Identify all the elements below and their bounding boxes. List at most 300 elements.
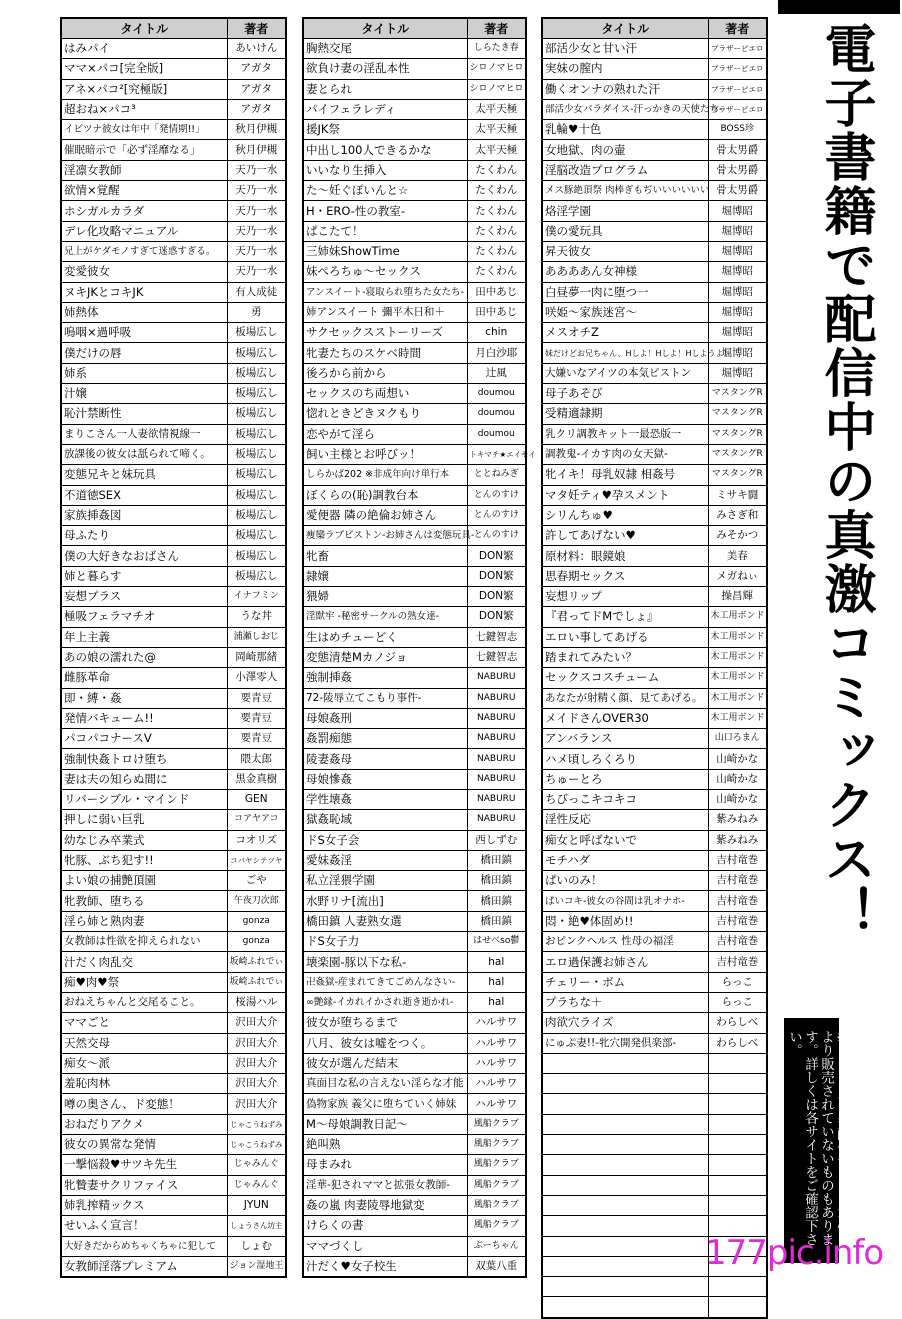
- book-title: 咲姫～家族迷宮～: [542, 302, 708, 322]
- headline: 電子書籍で配信中の真激コミックス！: [815, 22, 875, 940]
- author-name: 秋月伊槻: [227, 120, 286, 140]
- author-name: 辻風: [467, 363, 526, 383]
- book-title: 淫華-犯されママと拡張女教師-: [303, 1175, 467, 1195]
- table-row: [61, 546, 286, 566]
- table-row: [303, 282, 526, 302]
- table-row: [542, 587, 767, 607]
- author-name: NABURU: [467, 810, 526, 830]
- table-row: [542, 1074, 767, 1094]
- author-name: doumou: [467, 384, 526, 404]
- author-name: [708, 1135, 767, 1155]
- book-title: 偽物家族 義父に堕ちていく姉妹: [303, 1094, 467, 1114]
- table-row: [61, 1175, 286, 1195]
- author-name: じゃみんぐ: [227, 1175, 286, 1195]
- table-row: [303, 891, 526, 911]
- book-title: 淫ら姉と熟肉妻: [61, 911, 227, 931]
- book-title: 妹ぺろちゅ～セックス: [303, 262, 467, 282]
- book-title: 働くオンナの熟れた汗: [542, 79, 708, 99]
- table-row: [61, 587, 286, 607]
- author-name: 堀博昭: [708, 282, 767, 302]
- author-name: 骨太男爵: [708, 181, 767, 201]
- table-row: [303, 952, 526, 972]
- author-name: 板場広し: [227, 505, 286, 525]
- book-title: 母子あそび: [542, 384, 708, 404]
- table-row: [61, 668, 286, 688]
- book-title: 姉乳搾精ックス: [61, 1195, 227, 1215]
- author-name: 要青豆: [227, 708, 286, 728]
- author-name: 風船クラブ: [467, 1175, 526, 1195]
- table-row: [542, 566, 767, 586]
- author-name: コオリズ: [227, 830, 286, 850]
- author-name: らっこ: [708, 972, 767, 992]
- book-title: エロ過保護お姉さん: [542, 952, 708, 972]
- author-name: 木工用ボンド: [708, 668, 767, 688]
- table-row: [303, 1256, 526, 1277]
- table-row: [303, 39, 526, 59]
- author-name: ブラザーピエロ: [708, 59, 767, 79]
- table-row: [61, 99, 286, 119]
- table-row: [61, 424, 286, 444]
- book-title: リバーシブル・マインド: [61, 789, 227, 809]
- table-row: [61, 241, 286, 261]
- book-title: 後ろから前から: [303, 363, 467, 383]
- author-name: 双葉八重: [467, 1256, 526, 1277]
- table-row: [542, 952, 767, 972]
- table-row: [542, 424, 767, 444]
- book-title: メス豚絶頂祭 肉棒ぎもぢいいいいいい: [542, 181, 708, 201]
- table-row: [542, 668, 767, 688]
- author-name: 風船クラブ: [467, 1135, 526, 1155]
- author-name: たくわん: [467, 181, 526, 201]
- table-row: [61, 769, 286, 789]
- author-name: ごや: [227, 871, 286, 891]
- author-name: 堀博昭: [708, 241, 767, 261]
- table-row: [61, 1216, 286, 1236]
- author-name: hal: [467, 992, 526, 1012]
- table-row: [542, 160, 767, 180]
- book-title: 乳輪♥十色: [542, 120, 708, 140]
- book-title: おねだりアクメ: [61, 1114, 227, 1134]
- author-name: NABURU: [467, 708, 526, 728]
- table-row: [61, 1135, 286, 1155]
- table-row: [542, 1155, 767, 1175]
- book-title: せいふく宣言！: [61, 1216, 227, 1236]
- author-name: コバヤシテツヤ: [227, 850, 286, 870]
- author-name: 橋田鎮: [467, 871, 526, 891]
- author-name: 板場広し: [227, 566, 286, 586]
- book-title: 兄上がケダモノすぎて迷惑すぎる。: [61, 241, 227, 261]
- table-row: [303, 221, 526, 241]
- table-row: [61, 688, 286, 708]
- author-name: たくわん: [467, 201, 526, 221]
- table-row: [303, 1074, 526, 1094]
- book-title: アンスイート-寝取られ堕ちた女たち-: [303, 282, 467, 302]
- table-row: [61, 1236, 286, 1256]
- table-row: [61, 789, 286, 809]
- table-row: [303, 485, 526, 505]
- book-title: 淫凛女教師: [61, 160, 227, 180]
- author-name: 沢田大介: [227, 1074, 286, 1094]
- author-name: 板場広し: [227, 465, 286, 485]
- author-name: うな丼: [227, 607, 286, 627]
- book-title: 牝贄妻サクリファイス: [61, 1175, 227, 1195]
- table-row: [303, 424, 526, 444]
- table-row: [61, 201, 286, 221]
- table-row: [303, 749, 526, 769]
- author-header: 著者: [227, 18, 286, 39]
- table-row: [61, 323, 286, 343]
- table-row: [61, 1155, 286, 1175]
- table-row: [542, 729, 767, 749]
- book-title: アネ×パコ²[究極版]: [61, 79, 227, 99]
- book-title: ドS女子力: [303, 932, 467, 952]
- table-row: [542, 789, 767, 809]
- book-title: 妄想プラス: [61, 587, 227, 607]
- book-title: 大好きだからめちゃくちゃに犯して: [61, 1236, 227, 1256]
- table-row: [61, 871, 286, 891]
- table-row: [303, 688, 526, 708]
- author-name: らっこ: [708, 992, 767, 1012]
- table-row: [303, 1195, 526, 1215]
- book-title: ママづくし: [303, 1236, 467, 1256]
- table-row: [61, 404, 286, 424]
- author-name: 天乃一水: [227, 241, 286, 261]
- table-row: [542, 830, 767, 850]
- author-name: 黒金真樹: [227, 769, 286, 789]
- author-name: トキマチ★エイセイ: [467, 444, 526, 464]
- table-row: [542, 749, 767, 769]
- table-row: [303, 160, 526, 180]
- author-name: 骨太男爵: [708, 160, 767, 180]
- book-title: [542, 1175, 708, 1195]
- book-title: 姉系: [61, 363, 227, 383]
- table-row: [542, 932, 767, 952]
- table-row: [61, 79, 286, 99]
- table-row: [542, 1013, 767, 1033]
- author-name: 板場広し: [227, 384, 286, 404]
- author-name: hal: [467, 972, 526, 992]
- book-title: 痴女～派: [61, 1053, 227, 1073]
- book-title: 即・縛・姦: [61, 688, 227, 708]
- author-name: 七鍵智志: [467, 647, 526, 667]
- book-title: 思春期セックス: [542, 566, 708, 586]
- table-row: [61, 39, 286, 59]
- table-row: [542, 404, 767, 424]
- table-row: [303, 708, 526, 728]
- book-title: M～母娘調教日記～: [303, 1114, 467, 1134]
- book-title: [542, 1256, 708, 1276]
- author-name: 沢田大介: [227, 1033, 286, 1053]
- author-name: しょうさん坊主: [227, 1216, 286, 1236]
- book-title: [542, 1236, 708, 1256]
- author-name: JYUN: [227, 1195, 286, 1215]
- book-title: 極吸フェラマチオ: [61, 607, 227, 627]
- table-row: [61, 181, 286, 201]
- author-name: 木工用ボンド: [708, 708, 767, 728]
- table-row: [61, 1094, 286, 1114]
- table-row: [303, 1216, 526, 1236]
- table-row: [303, 262, 526, 282]
- book-title: 淫性反応: [542, 810, 708, 830]
- book-title: 卍姦獄-産まれてきてごめんなさい-: [303, 972, 467, 992]
- author-name: 木工用ボンド: [708, 647, 767, 667]
- author-name: ジョン湿地王: [227, 1256, 286, 1277]
- book-title: デレ化攻略マニュアル: [61, 221, 227, 241]
- author-name: コアヤアコ: [227, 810, 286, 830]
- author-name: アガタ: [227, 79, 286, 99]
- title-table-1: [60, 17, 287, 1278]
- author-name: しらたき春: [467, 39, 526, 59]
- table-row: [61, 952, 286, 972]
- author-name: 天乃一水: [227, 221, 286, 241]
- table-row: [61, 120, 286, 140]
- table-row: [542, 384, 767, 404]
- table-row: [542, 241, 767, 261]
- author-name: 板場広し: [227, 444, 286, 464]
- author-name: とんのすけ: [467, 505, 526, 525]
- author-name: 堀博昭: [708, 343, 767, 363]
- table-row: [303, 566, 526, 586]
- author-name: 坂崎ふれでぃ: [227, 952, 286, 972]
- table-row: [542, 444, 767, 464]
- table-row: [303, 302, 526, 322]
- book-title: 雌豚革命: [61, 668, 227, 688]
- book-title: 生はめチューどく: [303, 627, 467, 647]
- author-name: 吉村竜巻: [708, 911, 767, 931]
- author-name: メガねぃ: [708, 566, 767, 586]
- book-title: 放課後の彼女は舐られて啼く。: [61, 444, 227, 464]
- author-name: [708, 1074, 767, 1094]
- book-title: 汁だく♥女子校生: [303, 1256, 467, 1277]
- author-name: 木工用ボンド: [708, 627, 767, 647]
- book-title: 部活少女と甘い汗: [542, 39, 708, 59]
- book-title: 女地獄、肉の壷: [542, 140, 708, 160]
- author-name: 風船クラブ: [467, 1155, 526, 1175]
- table-row: [61, 59, 286, 79]
- book-title: 汁嬢: [61, 384, 227, 404]
- author-name: 太平天極: [467, 120, 526, 140]
- book-title: 愛妹姦淫: [303, 850, 467, 870]
- book-title: 強制快姦トロけ堕ち: [61, 749, 227, 769]
- title-table-2: [302, 17, 536, 1278]
- book-title: よい娘の捕艶頂園: [61, 871, 227, 891]
- book-title: [542, 1094, 708, 1114]
- book-title: 僕の大好きなおばさん: [61, 546, 227, 566]
- table-row: [303, 850, 526, 870]
- book-title: 牝畜: [303, 546, 467, 566]
- table-row: [542, 688, 767, 708]
- author-name: 美春: [708, 546, 767, 566]
- table-row: [61, 302, 286, 322]
- book-title: 年上主義: [61, 627, 227, 647]
- book-title: ぼくらの(恥)調教台本: [303, 485, 467, 505]
- book-title: 『君ってドMでしょ』: [542, 607, 708, 627]
- author-name: 板場広し: [227, 546, 286, 566]
- book-title: 強制挿姦: [303, 668, 467, 688]
- author-name: DON繁: [467, 566, 526, 586]
- table-row: [61, 749, 286, 769]
- table-row: [303, 1135, 526, 1155]
- top-black-bar: [778, 0, 900, 14]
- book-title: [542, 1297, 708, 1318]
- author-name: マスタングR: [708, 465, 767, 485]
- table-row: [303, 830, 526, 850]
- book-title: シリんちゅ♥: [542, 505, 708, 525]
- author-name: BOSS珍: [708, 120, 767, 140]
- author-name: 沢田大介: [227, 1013, 286, 1033]
- book-title: サクセックスストーリーズ: [303, 323, 467, 343]
- table-row: [61, 972, 286, 992]
- author-name: 橋田鎮: [467, 911, 526, 931]
- author-name: [708, 1155, 767, 1175]
- book-title: 姦罰痴態: [303, 729, 467, 749]
- book-title: にゅぷ妻!!-牝穴開発倶楽部-: [542, 1033, 708, 1053]
- book-title: 烙淫学園: [542, 201, 708, 221]
- table-row: [303, 607, 526, 627]
- table-row: [303, 1033, 526, 1053]
- author-name: たくわん: [467, 160, 526, 180]
- author-name: 吉村竜巻: [708, 891, 767, 911]
- author-name: とんのすけ: [467, 485, 526, 505]
- book-title: モチハダ: [542, 850, 708, 870]
- author-name: 岡崎那緒: [227, 647, 286, 667]
- table-row: [542, 1175, 767, 1195]
- table-row: [542, 59, 767, 79]
- author-name: [708, 1053, 767, 1073]
- author-name: 隈太郎: [227, 749, 286, 769]
- book-title: 痴女と呼ばないで: [542, 830, 708, 850]
- book-title: 受精適隷期: [542, 404, 708, 424]
- table-row: [61, 343, 286, 363]
- table-row: [303, 363, 526, 383]
- author-name: 田中あじ: [467, 282, 526, 302]
- book-title: けらくの書: [303, 1216, 467, 1236]
- table-row: [61, 607, 286, 627]
- author-name: マスタングR: [708, 424, 767, 444]
- author-name: 操昌輝: [708, 587, 767, 607]
- table-row: [303, 465, 526, 485]
- book-title: メイドさんOVER30: [542, 708, 708, 728]
- table-row: [542, 282, 767, 302]
- book-title: 妻とられ: [303, 79, 467, 99]
- author-name: NABURU: [467, 688, 526, 708]
- author-name: ブラザーピエロ: [708, 39, 767, 59]
- table-row: [303, 343, 526, 363]
- author-name: 橋田鎮: [467, 891, 526, 911]
- book-title: 痩欒ラブビストン-お姉さんは変態玩具-: [303, 526, 467, 546]
- book-title: 猥婦: [303, 587, 467, 607]
- table-row: [542, 1094, 767, 1114]
- table-row: [303, 769, 526, 789]
- book-title: 壊楽園-豚以下な私-: [303, 952, 467, 972]
- table-row: [61, 505, 286, 525]
- book-title: プラちな＋: [542, 992, 708, 1012]
- author-name: 風船クラブ: [467, 1114, 526, 1134]
- book-title: 姉アンスイート 彌平木日和＋: [303, 302, 467, 322]
- book-title: 女教師淫落プレミアム: [61, 1256, 227, 1277]
- book-title: 僕の愛玩具: [542, 221, 708, 241]
- table-row: [61, 627, 286, 647]
- author-name: [708, 1297, 767, 1318]
- author-name: 堀博昭: [708, 262, 767, 282]
- table-row: [542, 708, 767, 728]
- table-row: [303, 647, 526, 667]
- author-name: doumou: [467, 424, 526, 444]
- table-row: [61, 485, 286, 505]
- table-row: [303, 384, 526, 404]
- table-row: [542, 647, 767, 667]
- table-row: [61, 729, 286, 749]
- table-row: [303, 668, 526, 688]
- book-title: 姉と暮らす: [61, 566, 227, 586]
- table-row: [61, 160, 286, 180]
- book-title: マタ妊ティ♥孕スメント: [542, 485, 708, 505]
- book-title: あなたが射精く顔、見てあげる。: [542, 688, 708, 708]
- author-name: イナフミン: [227, 587, 286, 607]
- book-title: 白昼夢一肉に堕つ一: [542, 282, 708, 302]
- author-name: 板場広し: [227, 526, 286, 546]
- book-title: 牝妻たちのスケベ時間: [303, 343, 467, 363]
- table-row: [303, 789, 526, 809]
- book-title: 牝豚、ぶち犯す!!: [61, 850, 227, 870]
- book-title: 欲負け妻の淫乱本性: [303, 59, 467, 79]
- table-row: [61, 708, 286, 728]
- author-name: ハルサワ: [467, 1033, 526, 1053]
- table-row: [61, 465, 286, 485]
- author-name: 板場広し: [227, 343, 286, 363]
- author-name: gonza: [227, 911, 286, 931]
- author-name: みそかつ: [708, 526, 767, 546]
- author-name: 板場広し: [227, 363, 286, 383]
- author-name: gonza: [227, 932, 286, 952]
- table-row: [542, 363, 767, 383]
- book-title: 原材料：眼鏡娘: [542, 546, 708, 566]
- book-title: 三姉妹ShowTime: [303, 241, 467, 261]
- author-name: 堀博昭: [708, 201, 767, 221]
- title-header: タイトル: [303, 18, 467, 39]
- author-name: あいけん: [227, 39, 286, 59]
- author-name: 板場広し: [227, 404, 286, 424]
- table-row: [542, 201, 767, 221]
- table-row: [303, 505, 526, 525]
- author-name: 堀博昭: [708, 363, 767, 383]
- author-name: 吉村竜巻: [708, 952, 767, 972]
- table-row: [303, 1053, 526, 1073]
- author-name: ブラザーピエロ: [708, 79, 767, 99]
- book-title: 調教鬼-イカす肉の女天獄-: [542, 444, 708, 464]
- book-title: おピンクヘルス 性母の福淫: [542, 932, 708, 952]
- book-title: 恥汁禁断性: [61, 404, 227, 424]
- author-name: 山口ろまん: [708, 729, 767, 749]
- author-name: ぶーちゃん: [467, 1236, 526, 1256]
- author-name: GEN: [227, 789, 286, 809]
- author-name: 桜湯ハル: [227, 992, 286, 1012]
- table-row: [61, 647, 286, 667]
- book-title: 昇天彼女: [542, 241, 708, 261]
- book-title: あの娘の濡れた@: [61, 647, 227, 667]
- table-row: [61, 850, 286, 870]
- book-title: ぱいコキ-彼女の谷間は乳オナホ-: [542, 891, 708, 911]
- table-row: [303, 1236, 526, 1256]
- table-row: [542, 1033, 767, 1053]
- book-title: 彼女が選んだ結末: [303, 1053, 467, 1073]
- book-title: ちびっこキコキコ: [542, 789, 708, 809]
- book-title: 淫脳改造プログラム: [542, 160, 708, 180]
- book-title: 家族挿姦図: [61, 505, 227, 525]
- book-title: [542, 1216, 708, 1236]
- author-name: 有人成徒: [227, 282, 286, 302]
- author-name: 要青豆: [227, 729, 286, 749]
